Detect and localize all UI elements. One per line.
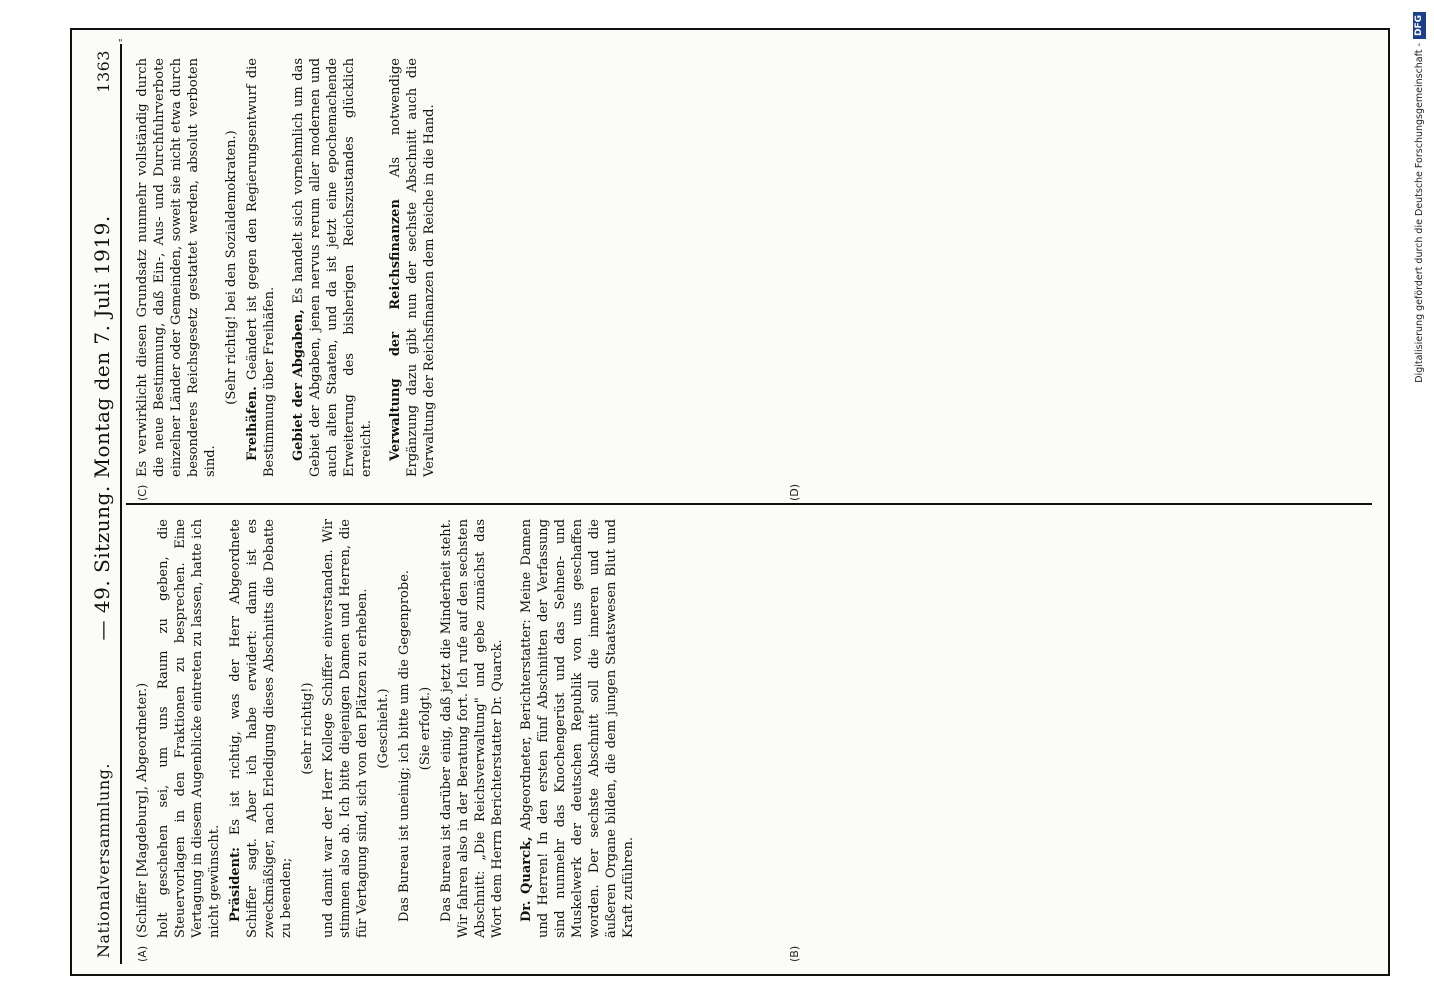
speaker-name: Präsident: (228, 847, 243, 922)
paragraph-text: Es ist richtig, was der Herr Abgeordnete Schiffer sagt. Aber ich habe erwidert: dann ist es zweckmäßiger, nach Erledigung dieses Abschnitts die Debatte zu beenden; (228, 519, 294, 938)
interjection: (Sehr richtig! bei den Sozialdemokraten.) (224, 130, 239, 405)
digitization-credit-text (1408, 8, 1432, 992)
rotated-page-content (72, 30, 1388, 978)
right-column (126, 44, 1372, 505)
paragraph (227, 519, 295, 938)
speaker-attribution: (Schiffer [Magdeburg], Abgeordneter.) (135, 682, 150, 938)
paragraph (244, 58, 278, 477)
paragraph (290, 58, 375, 477)
speaker-name: Dr. Quarck, (519, 836, 534, 922)
emphasis-term: Verwaltung der Reichsfinanzen (388, 199, 403, 461)
paragraph: und damit war der Herr Kollege Schiffer einverstanden. Wir stimmen also ab. Ich bitte diejenigen Damen und Herren, die für Vertagung sind, sich von den Plätzen zu erheben. (321, 519, 370, 938)
emphasis-term: Freihäfen. (245, 386, 260, 461)
text-columns (126, 44, 1372, 964)
dfg-logo: DFG (1413, 12, 1426, 39)
paragraph-text: Abgeordneter, Berichterstatter: Meine Damen und Herren! In den ersten fünf Abschnitten der Verfassung sind nunmehr das Knochengerüst und das Sehnen- und Muskelwerk der deutschen Republik von uns geschaffen worden. Der sechste Abschnitt soll die inneren und die äußeren Organe bilden, die dem jungen Staatswesen Blut und Kraft zuführen. (519, 519, 636, 938)
paragraph-text: Es handelt sich vornehmlich um das Gebiet der Abgaben, jenen nervus rerum aller modernen und auch alten Staaten, und da ist jetzt eine epochemachende Erweiterung des bisherigen Reichszustandes glücklich erreicht. (291, 58, 374, 477)
digitization-credit (1408, 8, 1432, 992)
interjection: (Geschieht.) (376, 688, 391, 769)
running-header (88, 44, 122, 964)
paragraph (518, 519, 637, 938)
header-page-number: 1363 (94, 50, 113, 93)
spacer (510, 519, 518, 938)
paragraph: Das Bureau ist darüber einig, daß jetzt die Minderheit steht. Wir fahren also in der Beratung fort. Ich rufe auf den sechsten Abschnitt: „Die Reichsverwaltung" und gebe zunächst das Wort dem Herrn Berichterstatter Dr. Quarck. (439, 519, 505, 938)
page-body (88, 44, 1372, 964)
interjection: (sehr richtig!) (300, 682, 315, 775)
header-session-date: — 49. Sitzung. Montag den 7. Juli 1919. (90, 215, 114, 641)
paragraph-text: Geändert ist gegen den Regierungsentwurf die Bestimmung über Freihäfen. (245, 58, 277, 477)
header-publication-title: Nationalversammlung. (94, 763, 113, 958)
spacer (379, 58, 387, 477)
margin-marker-b: (B) (788, 945, 801, 962)
paragraph: holt geschehen sei, um uns Raum zu geben, die Steuervorlagen in den Fraktionen zu besprechen. Eine Vertagung in diesem Augenblicke eintreten zu lassen, hatte ich nicht gewünscht. (156, 519, 222, 938)
printed-page-sheet (70, 28, 1390, 976)
spacer (282, 58, 290, 477)
margin-marker-a: (A) (136, 945, 149, 962)
margin-marker-d: (D) (788, 483, 801, 501)
paragraph (387, 58, 438, 477)
paragraph: Das Bureau ist uneinig; ich bitte um die Gegenprobe. (397, 569, 412, 922)
left-column (126, 505, 1372, 964)
credit-line: Digitalisierung gefördert durch die Deutsche Forschungsgemeinschaft - (1414, 43, 1425, 383)
paragraph: Es verwirklicht diesen Grundsatz nunmehr vollständig durch die neue Bestimmung, daß Ein-, Aus- und Durchfuhrverbote einzelner Länder oder Gemeinden, soweit sie nicht etwa durch besonderes Reichsgesetz gestattet werden, absolut verboten sind. (135, 58, 218, 477)
margin-marker-c: (C) (136, 484, 149, 501)
paragraph-text: Als notwendige Ergänzung dazu gibt nun der sechste Abschnitt auch die Verwaltung der Reichsfinanzen dem Reiche in die Hand. (388, 58, 437, 477)
page-corner-mark: " (118, 38, 123, 49)
emphasis-term: Gebiet der Abgaben, (291, 309, 306, 461)
interjection: (Sie erfolgt.) (418, 686, 433, 771)
